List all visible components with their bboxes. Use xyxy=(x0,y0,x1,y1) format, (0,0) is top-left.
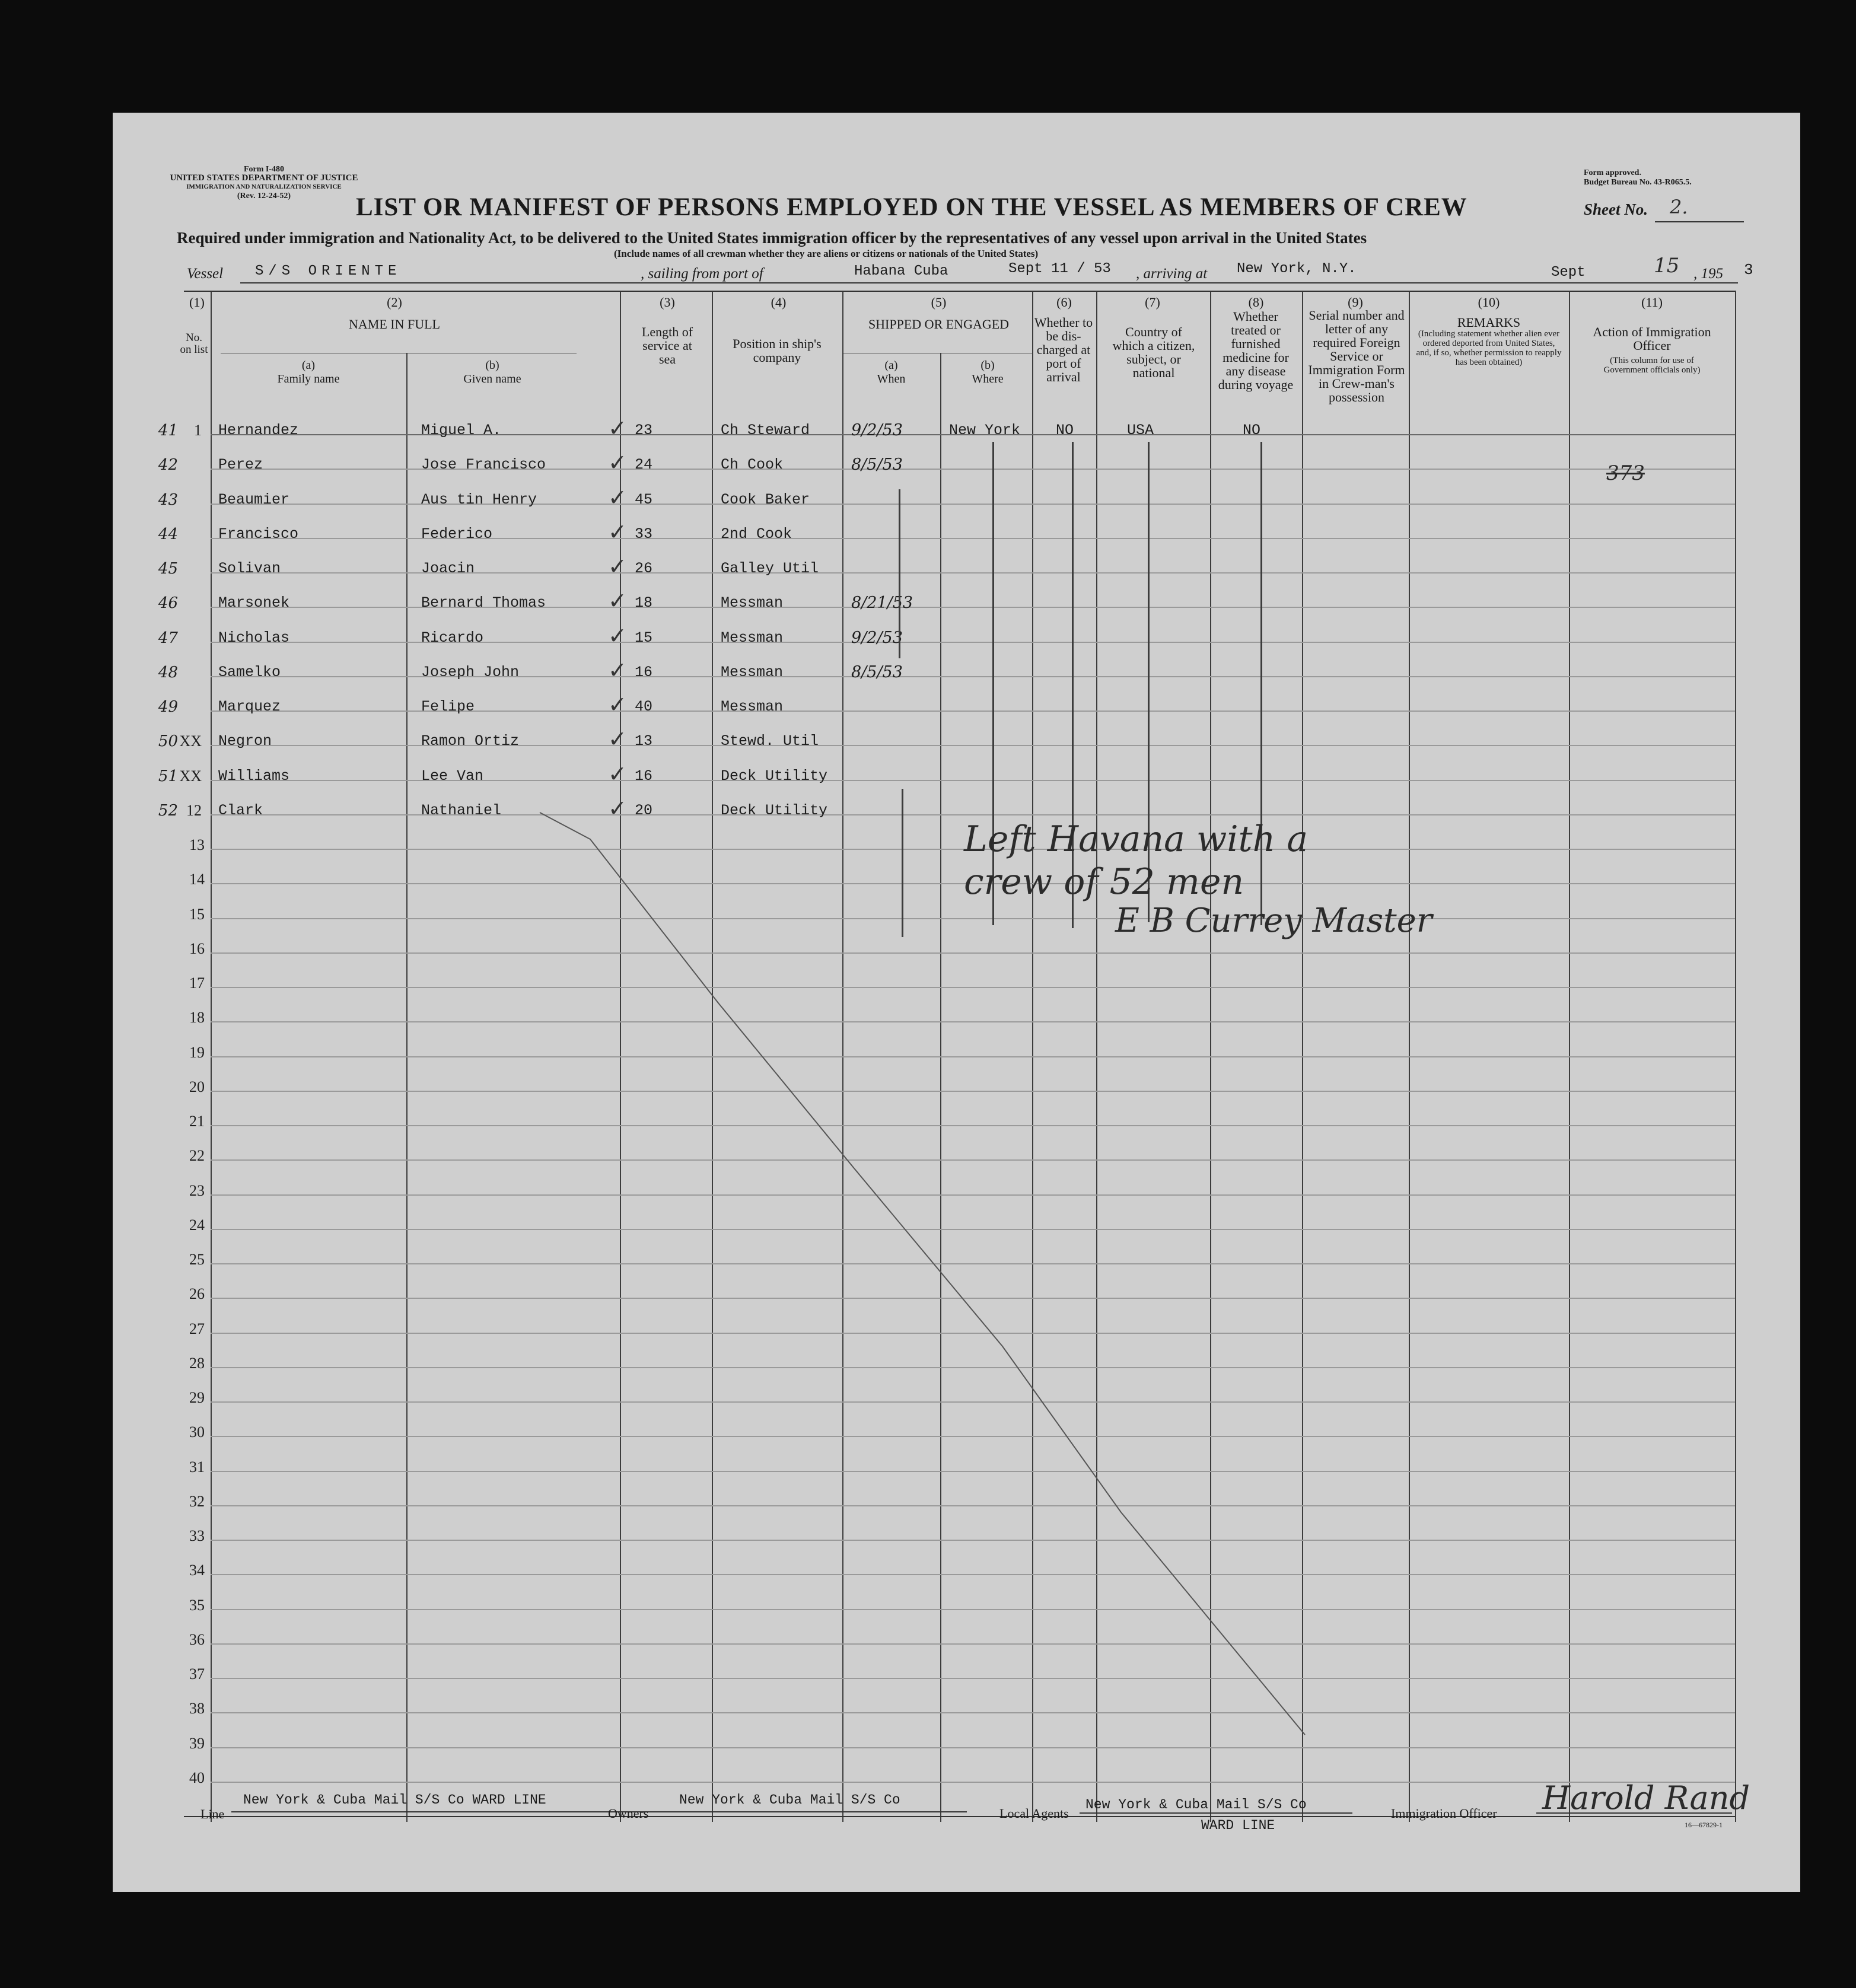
form-code: 16—67829-1 xyxy=(1685,1821,1723,1829)
row-number: 32 xyxy=(189,1492,205,1510)
col-7-header: Country of which a citizen, subject, or national xyxy=(1112,324,1195,380)
crew-service-cell: 26 xyxy=(635,560,653,577)
budget-bureau: Budget Bureau No. 43-R065.5. xyxy=(1584,178,1692,187)
row-number: 22 xyxy=(189,1147,205,1165)
crew-family-cell: Hernandez xyxy=(218,422,299,439)
department: UNITED STATES DEPARTMENT OF JUSTICE xyxy=(170,173,358,183)
col-10-note: (Including statement whether alien ever ordered deported from United States, and, if so, whether permission to reapply has been obtained) xyxy=(1416,329,1562,367)
crew-service-cell: 24 xyxy=(635,456,653,474)
crew-note-line-2: crew of 52 men xyxy=(964,861,1244,903)
crew-row-printed-number: 12 xyxy=(186,801,202,819)
col-6-header: Whether to be dis-charged at port of arrival xyxy=(1034,315,1093,384)
col-4-number: (4) xyxy=(771,295,787,310)
owners-label: Owners xyxy=(608,1806,649,1821)
crew-service-cell: 40 xyxy=(635,698,653,715)
date-to-day: 15 xyxy=(1654,254,1680,278)
crew-row-number: 44 xyxy=(158,525,178,543)
year-label: , 195 xyxy=(1693,266,1723,282)
crew-when-cell: 8/5/53 xyxy=(851,455,903,474)
col-11-header: Action of Immigration Officer xyxy=(1593,324,1711,353)
crew-row-printed-number: XX xyxy=(179,767,202,785)
crew-position-cell: Messman xyxy=(721,698,784,715)
row-number: 28 xyxy=(189,1354,205,1372)
crew-given-cell: Aus tin Henry xyxy=(421,490,537,508)
crew-family-cell: Samelko xyxy=(218,663,281,681)
crew-given-cell: Ramon Ortiz xyxy=(421,732,520,750)
checkmark-icon: ✓ xyxy=(608,796,627,821)
crew-where-cell: New York xyxy=(949,422,1021,439)
col-10-header: REMARKS xyxy=(1457,315,1521,330)
crew-given-cell: Joseph John xyxy=(421,663,520,681)
agents-value-2: WARD LINE xyxy=(1201,1818,1275,1833)
crew-service-cell: 16 xyxy=(635,767,653,785)
crew-service-cell: 33 xyxy=(635,525,653,543)
checkmark-icon: ✓ xyxy=(608,623,627,649)
col-11-number: (11) xyxy=(1641,295,1663,310)
checkmark-icon: ✓ xyxy=(608,693,627,718)
crew-row-number: 51 xyxy=(158,767,178,785)
service: IMMIGRATION AND NATURALIZATION SERVICE xyxy=(186,183,342,190)
crew-service-cell: 16 xyxy=(635,663,653,681)
crew-treated-cell: NO xyxy=(1243,422,1261,439)
row-number: 21 xyxy=(189,1113,205,1130)
col-5-number: (5) xyxy=(931,295,947,310)
crew-position-cell: Messman xyxy=(721,594,784,612)
line-value: New York & Cuba Mail S/S Co WARD LINE xyxy=(243,1792,546,1808)
col-1-header: No. on list xyxy=(180,332,208,356)
crew-family-cell: Nicholas xyxy=(218,629,290,646)
col-8-header: Whether treated or furnished medicine for any disease during voyage xyxy=(1218,309,1294,392)
row-number: 35 xyxy=(189,1596,205,1614)
row-number: 26 xyxy=(189,1285,205,1303)
officer-signature: Harold Rand xyxy=(1542,1779,1750,1817)
col-5-header: SHIPPED OR ENGAGED xyxy=(868,317,1010,332)
crew-row-number: 42 xyxy=(158,456,178,474)
checkmark-icon: ✓ xyxy=(608,520,627,545)
crew-position-cell: Deck Utility xyxy=(721,801,828,819)
checkmark-icon: ✓ xyxy=(608,485,627,511)
cancel-stroke xyxy=(540,813,1305,1735)
crew-discharged-cell: NO xyxy=(1056,422,1074,439)
crew-given-cell: Miguel A. xyxy=(421,422,502,439)
master-signature: E B Currey Master xyxy=(1115,901,1432,940)
crew-when-cell: 9/2/53 xyxy=(851,628,903,647)
crew-family-cell: Beaumier xyxy=(218,490,290,508)
revision: (Rev. 12-24-52) xyxy=(237,192,291,200)
agents-label: Local Agents xyxy=(999,1806,1069,1821)
crew-given-cell: Bernard Thomas xyxy=(421,594,546,612)
checkmark-icon: ✓ xyxy=(608,451,627,476)
crew-given-cell: Nathaniel xyxy=(421,801,502,819)
vessel-label: Vessel xyxy=(187,266,224,282)
checkmark-icon: ✓ xyxy=(608,658,627,683)
crew-note-line-1: Left Havana with a xyxy=(964,818,1309,860)
year-digit: 3 xyxy=(1744,261,1753,279)
col-11-note: (This column for use of Government officials only) xyxy=(1603,356,1701,375)
crew-position-cell: Stewd. Util xyxy=(721,732,819,750)
sheet-number: 2. xyxy=(1670,196,1688,218)
manifest-form xyxy=(113,113,1800,1892)
crew-family-cell: Marquez xyxy=(218,698,281,715)
line-underline xyxy=(231,1811,658,1812)
crew-service-cell: 13 xyxy=(635,732,653,750)
row-number: 18 xyxy=(189,1009,205,1027)
col-6-number: (6) xyxy=(1056,295,1072,310)
row-number: 16 xyxy=(189,939,205,957)
crew-row-number: 43 xyxy=(158,490,178,509)
row-number: 15 xyxy=(189,905,205,923)
checkmark-icon: ✓ xyxy=(608,727,627,753)
crew-service-cell: 18 xyxy=(635,594,653,612)
form-number: Form I-480 xyxy=(243,165,285,174)
row-number: 37 xyxy=(189,1665,205,1683)
crew-family-cell: Negron xyxy=(218,732,272,750)
col-2b-header: (b) Given name xyxy=(463,359,521,386)
crew-position-cell: Ch Steward xyxy=(721,422,810,439)
crew-family-cell: Clark xyxy=(218,801,263,819)
crew-row-number: 46 xyxy=(158,594,178,613)
crew-given-cell: Felipe xyxy=(421,698,475,715)
crew-family-cell: Francisco xyxy=(218,525,299,543)
row-number: 33 xyxy=(189,1527,205,1544)
crew-position-cell: Ch Cook xyxy=(721,456,784,474)
col-1-number: (1) xyxy=(189,295,205,310)
checkmark-icon: ✓ xyxy=(608,555,627,579)
row-number: 19 xyxy=(189,1043,205,1061)
crew-row-number: 45 xyxy=(158,560,178,578)
crew-row-number: 49 xyxy=(158,698,178,716)
row-number: 23 xyxy=(189,1181,205,1199)
crew-row-number: 50 xyxy=(158,732,178,751)
row-number: 14 xyxy=(189,871,205,888)
crew-family-cell: Marsonek xyxy=(218,594,290,612)
crew-family-cell: Perez xyxy=(218,456,263,474)
row-number: 40 xyxy=(189,1769,205,1786)
col-3-number: (3) xyxy=(660,295,675,310)
crew-position-cell: Cook Baker xyxy=(721,490,810,508)
crew-service-cell: 15 xyxy=(635,629,653,646)
crew-service-cell: 23 xyxy=(635,422,653,439)
agents-underline xyxy=(1080,1812,1352,1814)
crew-when-cell: 8/21/53 xyxy=(851,594,913,613)
col-7-number: (7) xyxy=(1145,295,1160,310)
crew-family-cell: Solivan xyxy=(218,560,281,577)
row-number: 31 xyxy=(189,1458,205,1476)
line-label: Line xyxy=(200,1807,225,1821)
arriving-label: , arriving at xyxy=(1136,266,1208,282)
col-5a-header: (a) When xyxy=(877,359,906,386)
row-number: 17 xyxy=(189,974,205,992)
approval-line: Form approved. xyxy=(1584,168,1641,177)
row-number: 30 xyxy=(189,1423,205,1441)
crew-when-cell: 9/2/53 xyxy=(851,421,903,439)
crew-given-cell: Joacin xyxy=(421,560,475,577)
col-8-number: (8) xyxy=(1248,295,1264,310)
crew-row-number: 48 xyxy=(158,663,178,681)
form-subtitle: Required under immigration and Nationality Act, to be delivered to the United States immigration officer by the representatives of any vessel upon arrival in the United States xyxy=(177,229,1367,247)
crew-row-number: 41 xyxy=(158,422,178,439)
owners-value: New York & Cuba Mail S/S Co xyxy=(679,1792,900,1808)
crew-service-cell: 45 xyxy=(635,490,653,508)
crew-position-cell: Galley Util xyxy=(721,560,819,577)
row-number: 25 xyxy=(189,1251,205,1268)
crew-row-number: 52 xyxy=(158,801,178,820)
col-2-header: NAME IN FULL xyxy=(349,317,440,332)
vessel-name: S/S ORIENTE xyxy=(255,263,402,279)
row-number: 24 xyxy=(189,1216,205,1234)
crew-when-cell: 8/5/53 xyxy=(851,662,903,681)
checkmark-icon: ✓ xyxy=(608,589,627,614)
crew-row-printed-number: 1 xyxy=(194,422,202,439)
crew-given-cell: Lee Van xyxy=(421,767,484,785)
crew-row-number: 47 xyxy=(158,629,178,647)
agents-value: New York & Cuba Mail S/S Co xyxy=(1085,1797,1307,1812)
sailing-label: , sailing from port of xyxy=(641,266,763,282)
sheet-label: Sheet No. xyxy=(1584,200,1648,218)
col-3-header: Length of service at sea xyxy=(641,324,693,367)
port-from: Habana Cuba xyxy=(854,263,948,279)
date-from: Sept 11 / 53 xyxy=(1008,261,1111,277)
row-number: 20 xyxy=(189,1078,205,1095)
row-number: 13 xyxy=(189,836,205,853)
crew-position-cell: Messman xyxy=(721,629,784,646)
col-2a-header: (a) Family name xyxy=(277,359,340,386)
officer-underline xyxy=(1536,1812,1732,1814)
form-title: LIST OR MANIFEST OF PERSONS EMPLOYED ON THE VESSEL AS MEMBERS OF CREW xyxy=(356,193,1467,221)
crew-position-cell: 2nd Cook xyxy=(721,525,792,543)
col-5b-header: (b) Where xyxy=(972,359,1004,386)
crew-family-cell: Williams xyxy=(218,767,290,785)
form-note: (Include names of all crewman whether they are aliens or citizens or nationals of the United States) xyxy=(614,248,1039,259)
col-10-number: (10) xyxy=(1478,295,1500,310)
officer-mark: 373 xyxy=(1606,461,1645,485)
crew-service-cell: 20 xyxy=(635,801,653,819)
crew-given-cell: Federico xyxy=(421,525,493,543)
crew-position-cell: Deck Utility xyxy=(721,767,828,785)
col-2-number: (2) xyxy=(387,295,402,310)
crew-given-cell: Ricardo xyxy=(421,629,484,646)
crew-given-cell: Jose Francisco xyxy=(421,456,546,474)
checkmark-icon: ✓ xyxy=(608,416,627,441)
row-number: 39 xyxy=(189,1734,205,1752)
row-number: 34 xyxy=(189,1562,205,1579)
owners-underline xyxy=(658,1811,967,1812)
crew-country-cell: USA xyxy=(1127,422,1154,439)
col-9-header: Serial number and letter of any required Foreign Service or Immigration Form in Crew-man's possession xyxy=(1308,308,1405,404)
row-number: 38 xyxy=(189,1700,205,1718)
row-number: 27 xyxy=(189,1320,205,1337)
officer-label: Immigration Officer xyxy=(1391,1806,1497,1821)
col-4-header: Position in ship's company xyxy=(733,336,822,365)
crew-row-printed-number: XX xyxy=(179,732,202,750)
col-9-number: (9) xyxy=(1348,295,1363,310)
crew-position-cell: Messman xyxy=(721,663,784,681)
row-number: 36 xyxy=(189,1630,205,1648)
row-number: 29 xyxy=(189,1389,205,1406)
port-to: New York, N.Y. xyxy=(1237,261,1357,277)
cancel-line xyxy=(113,113,1800,1892)
checkmark-icon: ✓ xyxy=(608,762,627,787)
date-to-month: Sept xyxy=(1551,265,1586,281)
